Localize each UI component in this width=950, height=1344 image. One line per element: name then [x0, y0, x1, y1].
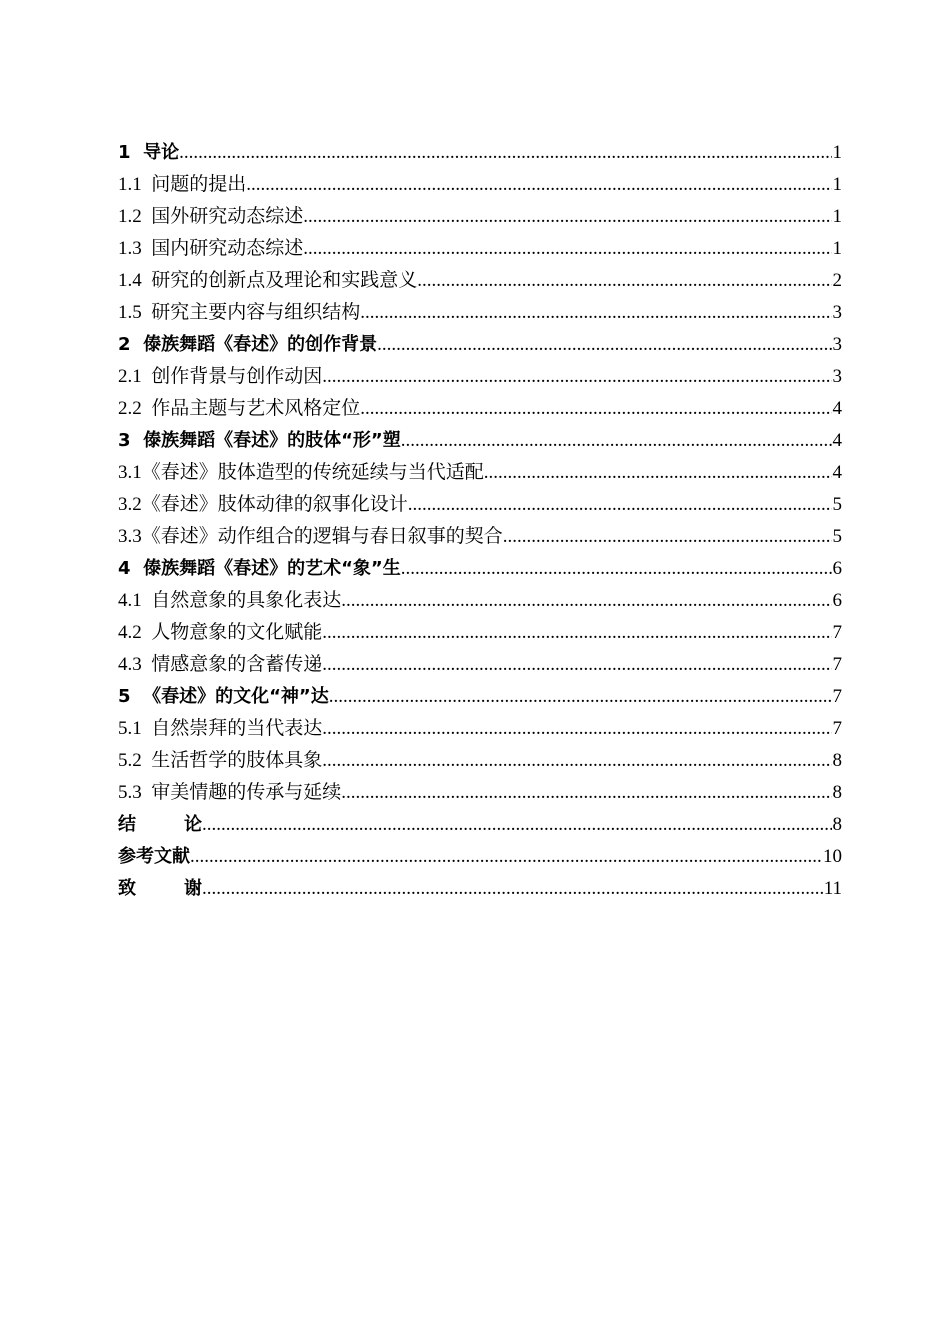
toc-entry-title — [118, 649, 322, 681]
toc-entry-title — [118, 553, 401, 585]
toc-entry-text: 情感意象的含蓄传递 — [151, 654, 323, 675]
toc-page-number: 4 — [832, 430, 842, 451]
toc-dot-leader — [377, 329, 831, 361]
toc-dot-leader — [322, 713, 831, 745]
toc-entry-title — [118, 137, 179, 169]
toc-entry-number: 1.5 — [118, 302, 142, 323]
toc-entry[interactable] — [118, 393, 842, 425]
toc-entry[interactable] — [118, 457, 842, 489]
toc-entry-text: 参考文献 — [118, 846, 190, 867]
toc-entry-text: 研究的创新点及理论和实践意义 — [151, 270, 418, 291]
toc-entry-text-second: 论 — [184, 814, 202, 835]
toc-dot-leader — [179, 137, 831, 169]
toc-entry[interactable] — [118, 489, 842, 521]
toc-entry-number: 1.1 — [118, 174, 142, 195]
toc-entry-title — [118, 457, 484, 489]
toc-entry-text: 《春述》的文化“神”达 — [143, 686, 329, 707]
toc-dot-leader — [401, 425, 832, 457]
toc-entry-title — [118, 873, 202, 905]
table-of-contents — [118, 137, 842, 905]
toc-entry[interactable] — [118, 425, 842, 457]
toc-entry[interactable] — [118, 841, 842, 873]
toc-entry[interactable] — [118, 681, 842, 713]
toc-entry[interactable] — [118, 809, 842, 841]
toc-page-number: 6 — [832, 590, 842, 611]
toc-dot-leader — [417, 265, 831, 297]
toc-page-number: 7 — [832, 622, 842, 643]
toc-entry-text-second: 谢 — [184, 878, 202, 899]
toc-entry[interactable] — [118, 297, 842, 329]
toc-page-number: 3 — [832, 302, 842, 323]
toc-entry-number: 3.1 — [118, 462, 142, 483]
toc-page-number: 5 — [832, 494, 842, 515]
toc-entry-number: 1.3 — [118, 238, 142, 259]
toc-entry[interactable] — [118, 553, 842, 585]
toc-entry[interactable] — [118, 873, 842, 905]
toc-dot-leader — [360, 297, 831, 329]
toc-entry-number: 2.1 — [118, 366, 142, 387]
toc-entry-title — [118, 489, 408, 521]
toc-entry[interactable] — [118, 777, 842, 809]
toc-entry-text: 傣族舞蹈《春述》的创作背景 — [143, 334, 378, 355]
toc-entry-text: 国内研究动态综述 — [151, 238, 304, 259]
toc-entry-title — [118, 585, 341, 617]
toc-entry-text: 审美情趣的传承与延续 — [151, 782, 342, 803]
toc-page-number: 7 — [832, 654, 842, 675]
toc-entry-number: 1 — [118, 142, 131, 163]
toc-entry-number: 3 — [118, 430, 131, 451]
toc-entry-title — [118, 617, 322, 649]
toc-dot-leader — [202, 873, 823, 905]
toc-entry-number: 3.2 — [118, 494, 142, 515]
toc-entry-title — [118, 361, 322, 393]
toc-entry-text: 国外研究动态综述 — [151, 206, 304, 227]
toc-page-number: 1 — [832, 206, 842, 227]
toc-page-number: 10 — [823, 846, 842, 867]
toc-page-number: 1 — [832, 238, 842, 259]
toc-entry-number: 4.2 — [118, 622, 142, 643]
toc-entry-number: 5 — [118, 686, 131, 707]
toc-page-number: 4 — [832, 462, 842, 483]
toc-page-number: 3 — [832, 334, 842, 355]
toc-entry-title — [118, 521, 503, 553]
toc-entry-title — [118, 393, 360, 425]
toc-entry[interactable] — [118, 617, 842, 649]
toc-entry[interactable] — [118, 265, 842, 297]
toc-entry-title — [118, 329, 377, 361]
toc-entry-number: 1.2 — [118, 206, 142, 227]
toc-dot-leader — [360, 393, 831, 425]
toc-page-number: 2 — [832, 270, 842, 291]
toc-entry[interactable] — [118, 745, 842, 777]
toc-entry-text: 傣族舞蹈《春述》的肢体“形”塑 — [143, 430, 401, 451]
toc-entry-number: 4 — [118, 558, 131, 579]
toc-entry-text: 自然崇拜的当代表达 — [151, 718, 323, 739]
toc-dot-leader — [246, 169, 831, 201]
toc-dot-leader — [190, 841, 822, 873]
toc-entry-title — [118, 809, 202, 841]
toc-dot-leader — [408, 489, 832, 521]
toc-page-number: 4 — [832, 398, 842, 419]
toc-page-number: 8 — [832, 814, 842, 835]
toc-entry-title — [118, 233, 303, 265]
toc-entry-number: 3.3 — [118, 526, 142, 547]
toc-entry-text: 傣族舞蹈《春述》的艺术“象”生 — [143, 558, 401, 579]
toc-page-number: 5 — [832, 526, 842, 547]
toc-entry-number: 1.4 — [118, 270, 142, 291]
toc-page-number: 7 — [832, 686, 842, 707]
toc-entry-number: 4.3 — [118, 654, 142, 675]
toc-entry-number: 5.1 — [118, 718, 142, 739]
toc-dot-leader — [341, 777, 831, 809]
toc-entry-text: 作品主题与艺术风格定位 — [151, 398, 361, 419]
toc-page-number: 8 — [832, 750, 842, 771]
toc-dot-leader — [401, 553, 832, 585]
toc-page-number: 6 — [832, 558, 842, 579]
toc-dot-leader — [322, 649, 831, 681]
toc-entry-number: 2 — [118, 334, 131, 355]
toc-entry[interactable] — [118, 361, 842, 393]
toc-page-number: 11 — [823, 878, 842, 899]
toc-dot-leader — [329, 681, 832, 713]
toc-entry-text: 《春述》肢体造型的传统延续与当代适配 — [141, 462, 484, 483]
toc-entry-text: 问题的提出 — [151, 174, 247, 195]
toc-entry-title — [118, 425, 401, 457]
toc-entry-title — [118, 681, 329, 713]
toc-entry-number: 5.3 — [118, 782, 142, 803]
toc-page-number: 1 — [832, 174, 842, 195]
toc-entry-title — [118, 201, 303, 233]
toc-entry-number: 4.1 — [118, 590, 142, 611]
toc-page-number: 7 — [832, 718, 842, 739]
toc-entry[interactable] — [118, 201, 842, 233]
toc-entry-title — [118, 265, 417, 297]
toc-entry[interactable] — [118, 585, 842, 617]
toc-entry[interactable] — [118, 137, 842, 169]
toc-page-number: 1 — [832, 142, 842, 163]
toc-entry-text: 结 — [118, 814, 136, 835]
toc-entry-text: 《春述》动作组合的逻辑与春日叙事的契合 — [141, 526, 503, 547]
toc-dot-leader — [303, 201, 831, 233]
toc-dot-leader — [484, 457, 832, 489]
toc-entry-text: 致 — [118, 878, 136, 899]
toc-entry[interactable] — [118, 713, 842, 745]
toc-entry-text: 自然意象的具象化表达 — [151, 590, 342, 611]
toc-entry-number: 5.2 — [118, 750, 142, 771]
toc-entry-text: 创作背景与创作动因 — [151, 366, 323, 387]
toc-entry[interactable] — [118, 233, 842, 265]
toc-dot-leader — [341, 585, 831, 617]
toc-entry-text: 导论 — [143, 142, 180, 163]
toc-entry-title — [118, 713, 322, 745]
toc-entry[interactable] — [118, 521, 842, 553]
toc-entry-title — [118, 841, 190, 873]
toc-entry-title — [118, 777, 341, 809]
toc-dot-leader — [322, 361, 831, 393]
toc-entry[interactable] — [118, 169, 842, 201]
toc-entry-text: 研究主要内容与组织结构 — [151, 302, 361, 323]
toc-entry-text: 《春述》肢体动律的叙事化设计 — [141, 494, 408, 515]
toc-dot-leader — [322, 745, 831, 777]
toc-page-number: 8 — [832, 782, 842, 803]
toc-entry-title — [118, 297, 360, 329]
toc-dot-leader — [322, 617, 831, 649]
toc-dot-leader — [202, 809, 832, 841]
toc-entry-text: 人物意象的文化赋能 — [151, 622, 323, 643]
toc-entry-title — [118, 169, 246, 201]
toc-dot-leader — [303, 233, 831, 265]
toc-entry-text: 生活哲学的肢体具象 — [151, 750, 323, 771]
toc-entry-number: 2.2 — [118, 398, 142, 419]
toc-entry[interactable] — [118, 649, 842, 681]
toc-page-number: 3 — [832, 366, 842, 387]
toc-entry[interactable] — [118, 329, 842, 361]
toc-dot-leader — [503, 521, 832, 553]
toc-entry-title — [118, 745, 322, 777]
